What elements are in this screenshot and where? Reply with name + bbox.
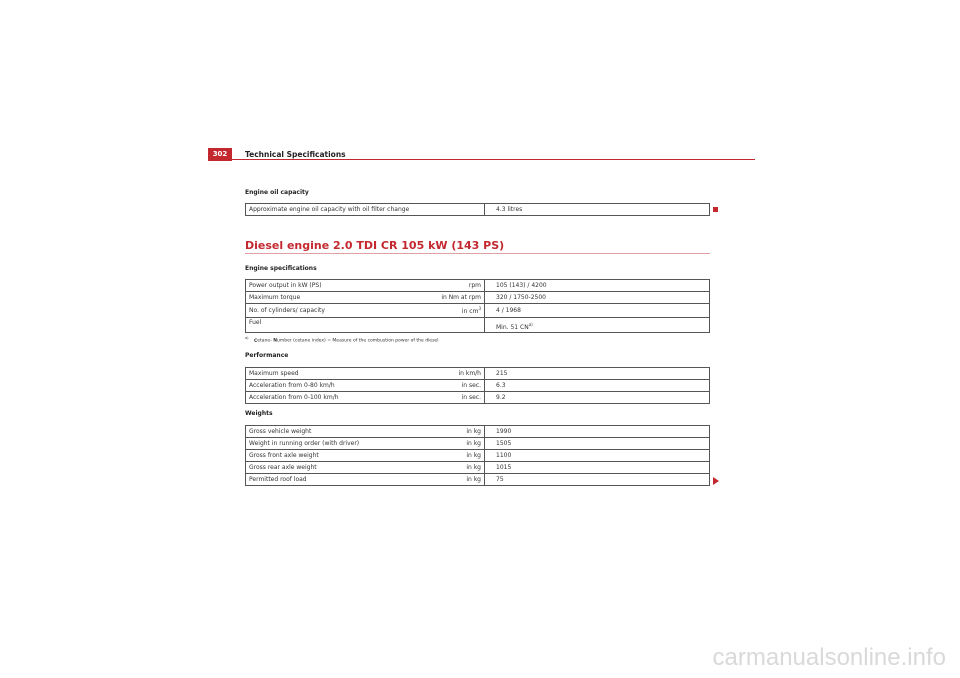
next-page-arrow-icon[interactable] — [713, 477, 719, 485]
weights-table — [245, 425, 710, 486]
engine-title: Diesel engine 2.0 TDI CR 105 kW (143 PS) — [245, 239, 505, 252]
row-unit: in kg — [427, 438, 485, 450]
row-unit: in sec. — [427, 380, 485, 392]
row-value: 6.3 — [485, 380, 710, 392]
row-value: 75 — [485, 474, 710, 486]
row-label: Permitted roof load — [246, 474, 428, 486]
row-value: 1505 — [485, 438, 710, 450]
row-value: 4.3 litres — [485, 204, 710, 216]
table-row — [246, 368, 710, 380]
unit-superscript: 3 — [478, 306, 481, 311]
row-value: 1100 — [485, 450, 710, 462]
table-row — [246, 318, 710, 333]
row-unit: in kg — [427, 462, 485, 474]
row-value: 105 (143) / 4200 — [485, 280, 710, 292]
row-unit: in kg — [427, 450, 485, 462]
table-row — [246, 438, 710, 450]
row-label: Gross vehicle weight — [246, 426, 428, 438]
row-value: 1990 — [485, 426, 710, 438]
row-label: Maximum speed — [246, 368, 428, 380]
row-value: 215 — [485, 368, 710, 380]
row-label: Acceleration from 0-80 km/h — [246, 380, 428, 392]
row-value: 1015 — [485, 462, 710, 474]
table-row — [246, 474, 710, 486]
row-label: Weight in running order (with driver) — [246, 438, 428, 450]
row-unit: in Nm at rpm — [427, 292, 485, 304]
row-label: Approximate engine oil capacity with oil filter change — [246, 204, 428, 216]
title-divider — [245, 253, 710, 254]
header-divider — [232, 159, 755, 160]
page-number: 302 — [208, 148, 232, 161]
row-unit: in kg — [427, 426, 485, 438]
row-label: Gross rear axle weight — [246, 462, 428, 474]
table-row — [246, 462, 710, 474]
table-row — [246, 204, 710, 216]
performance-heading: Performance — [245, 352, 289, 359]
performance-table — [245, 367, 710, 404]
row-label: Maximum torque — [246, 292, 428, 304]
section-end-marker — [713, 207, 718, 212]
page-header-title: Technical Specifications — [245, 150, 346, 159]
value-superscript: a) — [528, 322, 533, 327]
table-row — [246, 450, 710, 462]
row-label: No. of cylinders/ capacity — [246, 304, 428, 318]
engine-oil-table — [245, 203, 710, 216]
row-unit: in sec. — [427, 392, 485, 404]
row-value: 9.2 — [485, 392, 710, 404]
row-label: Acceleration from 0-100 km/h — [246, 392, 428, 404]
row-unit: rpm — [427, 280, 485, 292]
table-row — [246, 292, 710, 304]
row-unit: in km/h — [427, 368, 485, 380]
table-row — [246, 304, 710, 318]
engine-specs-heading: Engine specifications — [245, 265, 317, 272]
row-label: Fuel — [246, 318, 428, 333]
row-value: Min. 51 CN$^{a)}$ — [485, 318, 710, 333]
row-unit — [427, 204, 485, 216]
engine-specs-table — [245, 279, 710, 333]
table-row — [246, 392, 710, 404]
watermark: carmanualsonline.info — [712, 644, 946, 671]
row-value: 320 / 1750-2500 — [485, 292, 710, 304]
weights-heading: Weights — [245, 410, 273, 417]
table-row — [246, 426, 710, 438]
row-unit: in $cm^3$ — [427, 304, 485, 318]
row-label: Gross front axle weight — [246, 450, 428, 462]
row-unit: in kg — [427, 474, 485, 486]
engine-oil-heading: Engine oil capacity — [245, 189, 309, 196]
row-unit — [427, 318, 485, 333]
table-row — [246, 280, 710, 292]
table-row — [246, 380, 710, 392]
row-label: Power output in kW (PS) — [246, 280, 428, 292]
footnote-marker: a) — [245, 336, 249, 340]
footnote: $^{a)}$ Cetane- Number (cetane index) = Measure of the combustion power of the diesel — [245, 336, 439, 344]
row-value: 4 / 1968 — [485, 304, 710, 318]
